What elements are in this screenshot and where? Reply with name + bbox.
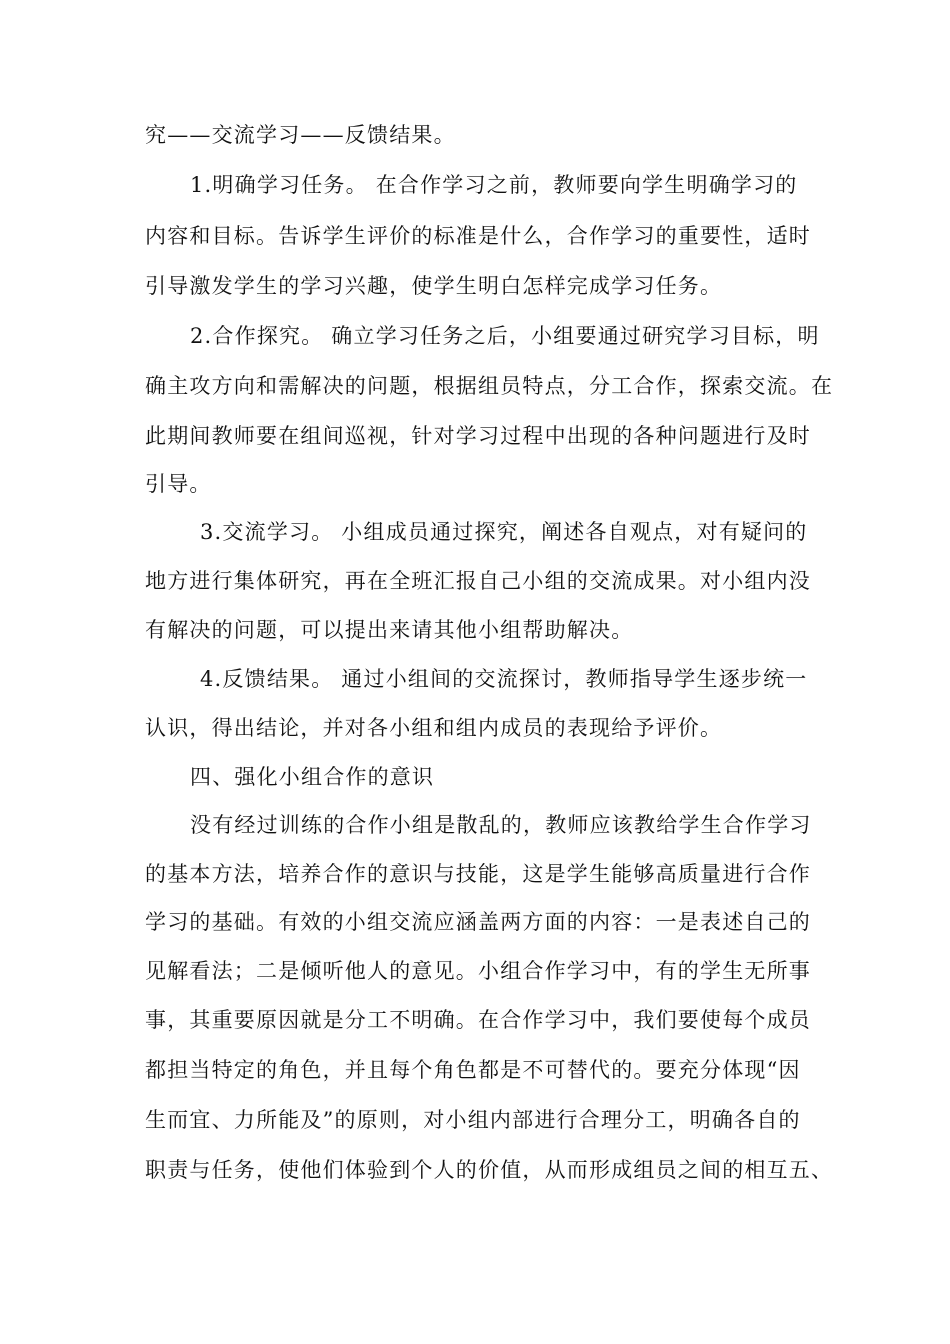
text-line: 的基本方法，培养合作的意识与技能，这是学生能够高质量进行合作 — [145, 862, 811, 886]
text-line: 学习的基础。有效的小组交流应涵盖两方面的内容：一是表述自己的 — [145, 910, 811, 934]
section-heading: 四、强化小组合作的意识 — [190, 765, 435, 789]
paragraph-heading-4: 4.反馈结果。 通过小组间的交流探讨，教师指导学生逐步统一 — [200, 667, 808, 691]
text-line: 内容和目标。告诉学生评价的标准是什么，合作学习的重要性，适时 — [145, 224, 811, 248]
text-line: 地方进行集体研究，再在全班汇报自己小组的交流成果。对小组内没 — [145, 569, 811, 593]
paragraph-heading-1: 1.明确学习任务。 在合作学习之前，教师要向学生明确学习的 — [190, 173, 798, 197]
text-line: 究——交流学习——反馈结果。 — [145, 123, 456, 147]
text-line: 引导。 — [145, 472, 212, 496]
text-line: 都担当特定的角色，并且每个角色都是不可替代的。要充分体现“因 — [145, 1058, 801, 1082]
text-line: 认识，得出结论，并对各小组和组内成员的表现给予评价。 — [145, 716, 723, 740]
text-line: 见解看法；二是倾听他人的意见。小组合作学习中，有的学生无所事 — [145, 959, 811, 983]
text-line: 职责与任务，使他们体验到个人的价值，从而形成组员之间的相互五、 — [145, 1158, 834, 1182]
text-line: 没有经过训练的合作小组是散乱的，教师应该教给学生合作学习 — [190, 813, 812, 837]
text-line: 确主攻方向和需解决的问题，根据组员特点，分工合作，探索交流。在 — [145, 374, 834, 398]
paragraph-heading-2: 2.合作探究。 确立学习任务之后，小组要通过研究学习目标，明 — [190, 324, 820, 348]
text-line: 事，其重要原因就是分工不明确。在合作学习中，我们要使每个成员 — [145, 1008, 811, 1032]
text-line: 此期间教师要在组间巡视，针对学习过程中出现的各种问题进行及时 — [145, 424, 811, 448]
text-line: 引导激发学生的学习兴趣，使学生明白怎样完成学习任务。 — [145, 274, 723, 298]
text-line: 生而宜、力所能及”的原则，对小组内部进行合理分工，明确各自的 — [145, 1108, 801, 1132]
text-line: 有解决的问题，可以提出来请其他小组帮助解决。 — [145, 618, 634, 642]
paragraph-heading-3: 3.交流学习。 小组成员通过探究，阐述各自观点，对有疑问的 — [200, 520, 808, 544]
